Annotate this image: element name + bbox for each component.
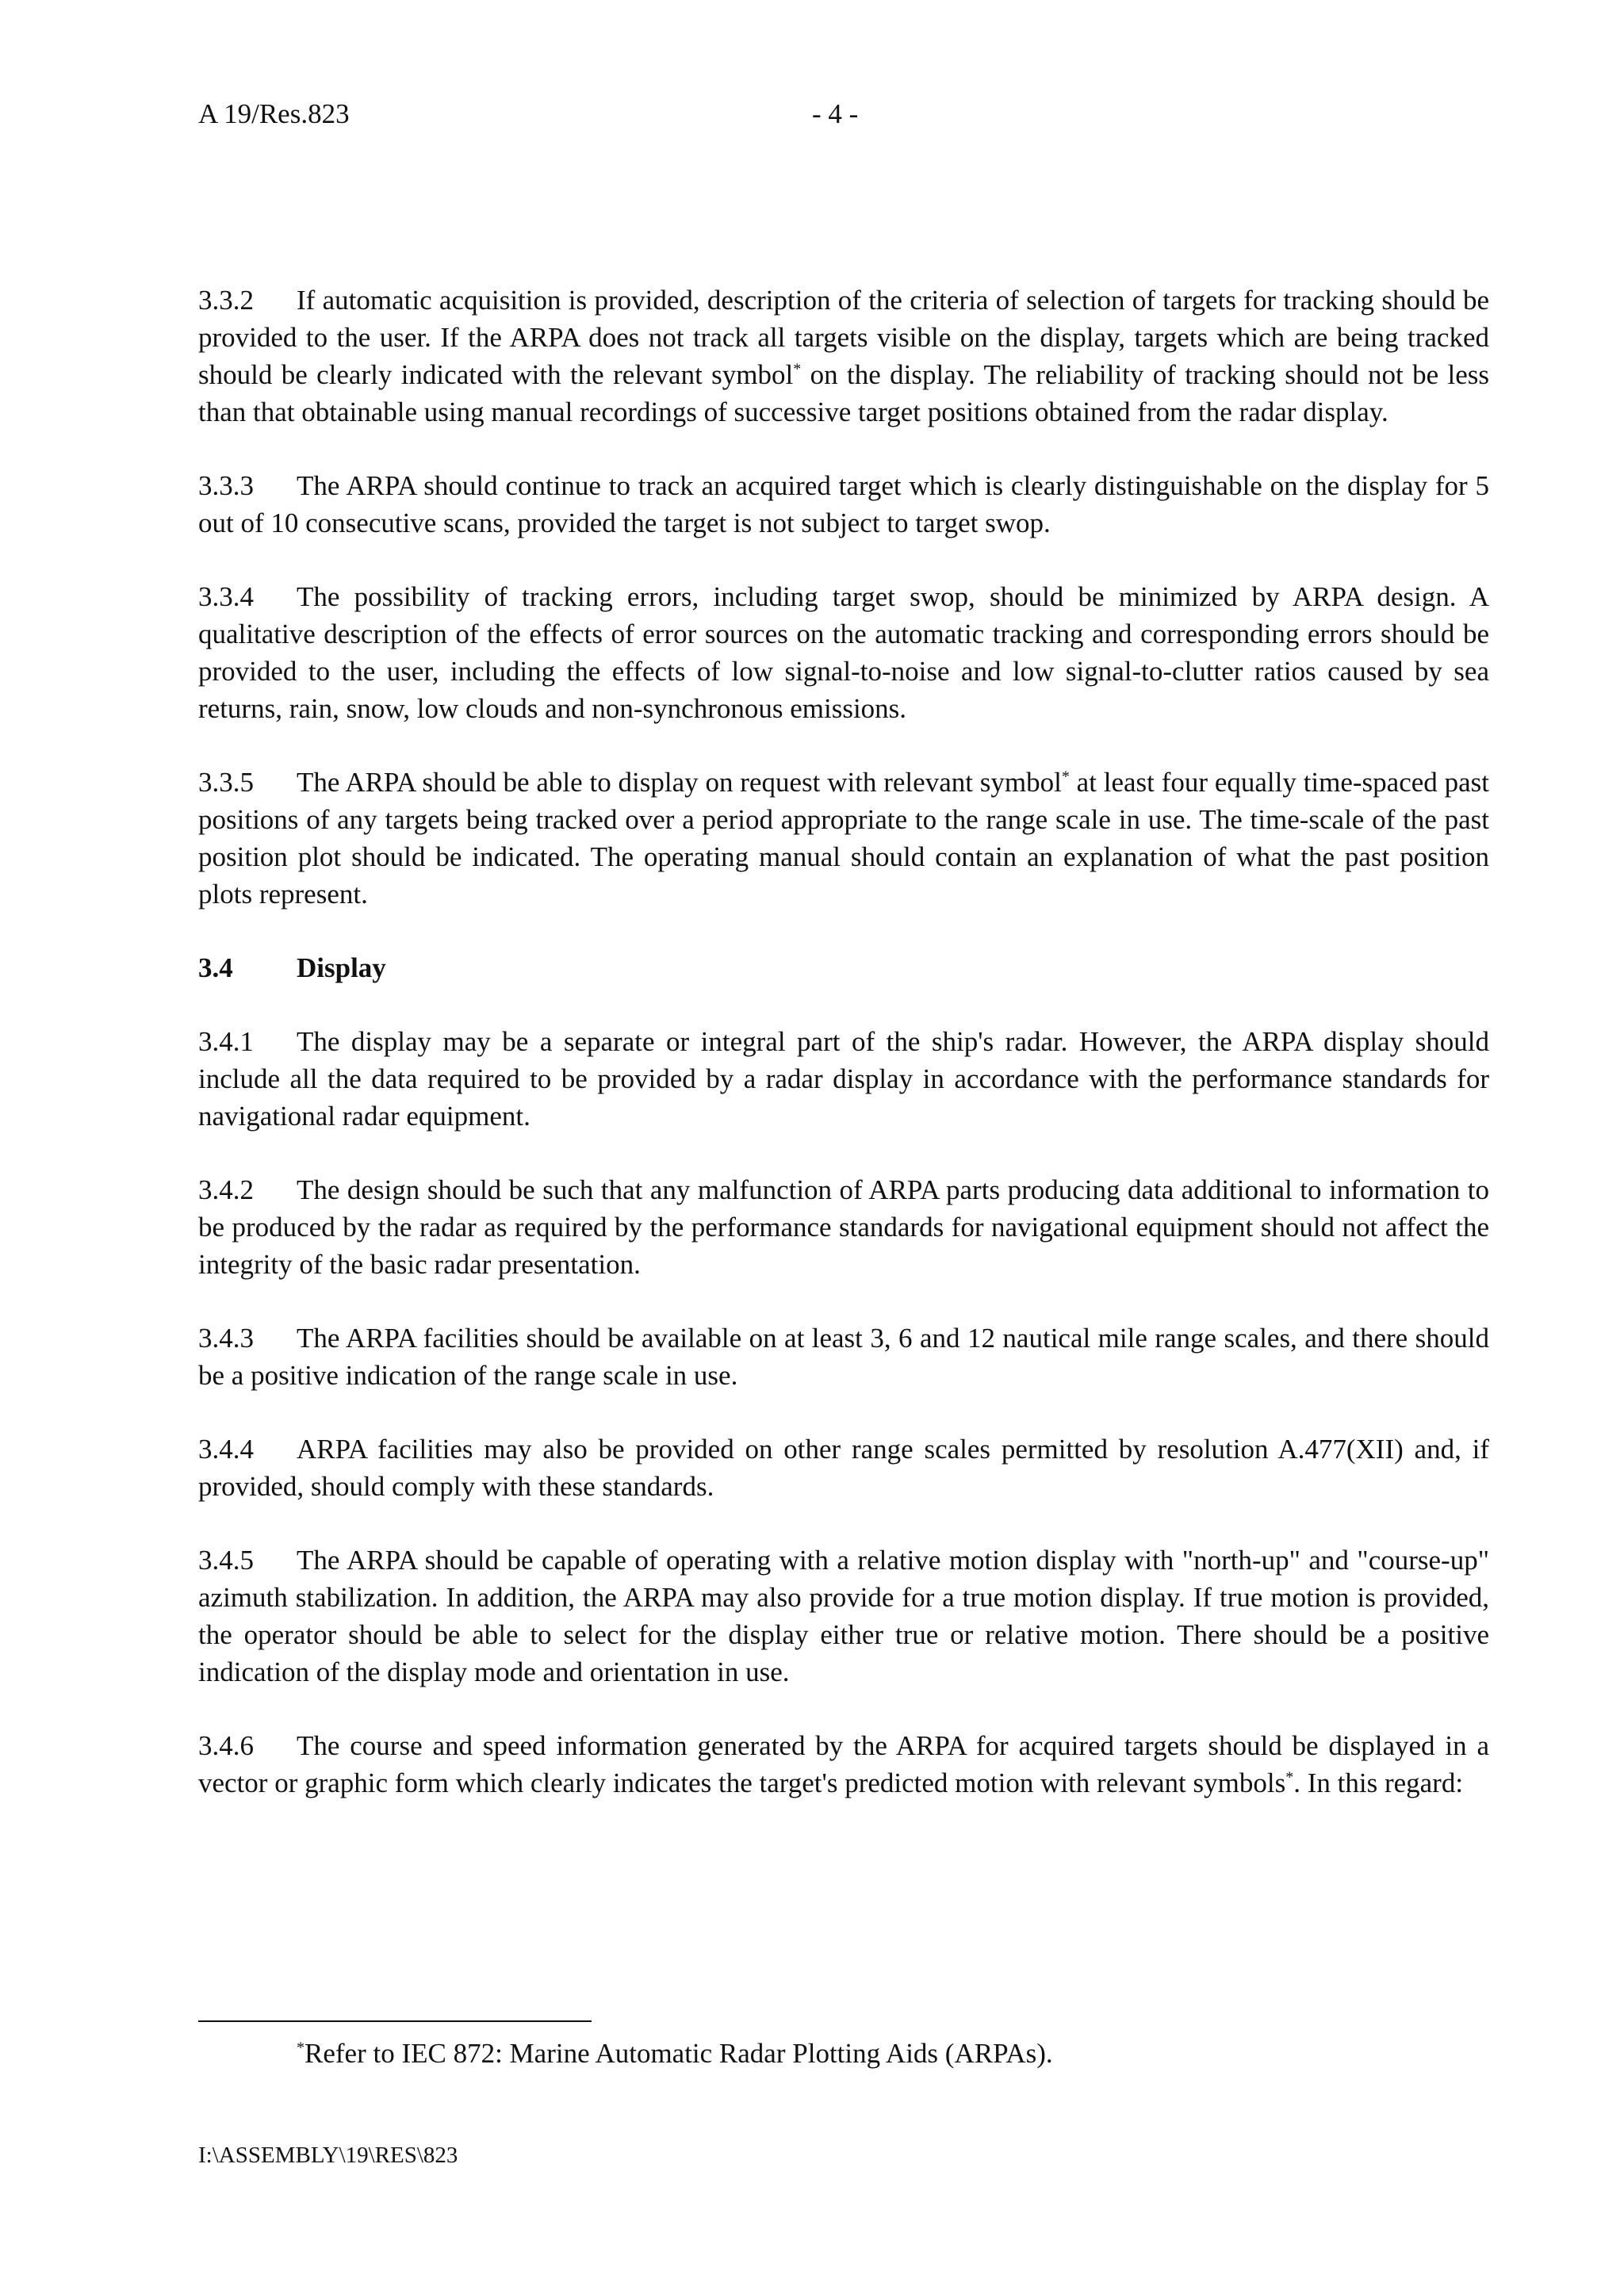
paragraph-text: If automatic acquisition is provided, description of the criteria of selection of targets for tracking should be provided to the user. If the ARPA does not track all targets visible on the display, targets which are being tracked should be clearly indicated with the relevant symbol — [198, 285, 1489, 390]
section-heading-3-4 — [198, 949, 1489, 986]
paragraph-3-4-1 — [198, 1023, 1489, 1135]
paragraph-text: at least four equally time-spaced past positions of any targets being tracked over a period appropriate to the range scale in use. The time-scale of the past position plot should be indicated. The operating manual should contain an explanation of what the past position plots represent. — [198, 767, 1489, 910]
paragraph-text: The course and speed information generated by the ARPA for acquired targets should be displayed in a vector or graphic form which clearly indicates the target's predicted motion with relevant symbols — [198, 1730, 1489, 1798]
paragraph-3-4-2 — [198, 1171, 1489, 1283]
footnote-separator — [198, 2020, 592, 2022]
document-reference: A 19/Res.823 — [198, 98, 350, 129]
paragraph-text: The ARPA should continue to track an acquired target which is clearly distinguishable on the display for 5 out of 10 consecutive scans, provided the target is not subject to target swop. — [198, 470, 1489, 538]
paragraph-number: 3.4.6 — [198, 1730, 254, 1761]
paragraph-number: 3.3.5 — [198, 767, 254, 798]
footnote — [297, 2035, 1053, 2072]
footnote-marker: * — [297, 2039, 304, 2057]
section-number: 3.4 — [198, 952, 233, 983]
footnote-text: Refer to IEC 872: Marine Automatic Radar Plotting Aids (ARPAs). — [304, 2038, 1053, 2069]
paragraph-text: ARPA facilities may also be provided on other range scales permitted by resolution A.477(XII) and, if provided, should comply with these standards. — [198, 1434, 1489, 1502]
paragraph-3-4-5 — [198, 1541, 1489, 1691]
paragraph-text: The ARPA should be able to display on request with relevant symbol — [297, 767, 1062, 798]
paragraph-number: 3.4.4 — [198, 1434, 254, 1465]
file-path-footer: I:\ASSEMBLY\19\RES\823 — [198, 2143, 458, 2168]
page-number: - 4 - — [812, 98, 859, 129]
section-title: Display — [297, 952, 386, 983]
footnote-marker: * — [793, 360, 802, 378]
paragraph-number: 3.4.1 — [198, 1026, 254, 1057]
paragraph-text: The possibility of tracking errors, including target swop, should be minimized by ARPA design. A qualitative description of the effects of error sources on the automatic tracking and corresponding errors should be provided to the user, including the effects of low signal-to-noise and low signal-to-clutter ratios caused by sea returns, rain, snow, low clouds and non-synchronous emissions. — [198, 581, 1489, 724]
paragraph-text: The display may be a separate or integral part of the ship's radar. However, the ARPA display should include all the data required to be provided by a radar display in accordance with the performance standards for navigational radar equipment. — [198, 1026, 1489, 1132]
paragraph-3-4-4 — [198, 1430, 1489, 1505]
paragraph-number: 3.3.3 — [198, 470, 254, 501]
footnote-marker: * — [1285, 1768, 1294, 1787]
paragraph-number: 3.3.2 — [198, 285, 254, 316]
paragraph-3-3-3 — [198, 467, 1489, 542]
paragraph-text: The design should be such that any malfunction of ARPA parts producing data additional to information to be produced by the radar as required by the performance standards for navigational equipment should not affect the integrity of the basic radar presentation. — [198, 1174, 1489, 1280]
paragraph-text: . In this regard: — [1293, 1767, 1464, 1798]
paragraph-3-4-6 — [198, 1727, 1489, 1802]
paragraph-number: 3.4.2 — [198, 1174, 254, 1205]
footnote-marker: * — [1061, 768, 1070, 786]
paragraph-text: on the display. The reliability of tracking should not be less than that obtainable using manual recordings of successive target positions obtained from the radar display. — [198, 359, 1489, 427]
paragraph-3-4-3 — [198, 1319, 1489, 1394]
paragraph-number: 3.4.3 — [198, 1323, 254, 1354]
body-content — [198, 281, 1489, 1838]
paragraph-3-3-5 — [198, 764, 1489, 913]
paragraph-text: The ARPA facilities should be available on at least 3, 6 and 12 nautical mile range scales, and there should be a positive indication of the range scale in use. — [198, 1323, 1489, 1391]
paragraph-text: The ARPA should be capable of operating with a relative motion display with "north-up" and "course-up" azimuth stabilization. In addition, the ARPA may also provide for a true motion display. If true motion is provided, the operator should be able to select for the display either true or relative motion. There should be a positive indication of the display mode and orientation in use. — [198, 1545, 1489, 1687]
paragraph-3-3-2 — [198, 281, 1489, 431]
paragraph-3-3-4 — [198, 578, 1489, 727]
paragraph-number: 3.3.4 — [198, 581, 254, 612]
paragraph-number: 3.4.5 — [198, 1545, 254, 1576]
